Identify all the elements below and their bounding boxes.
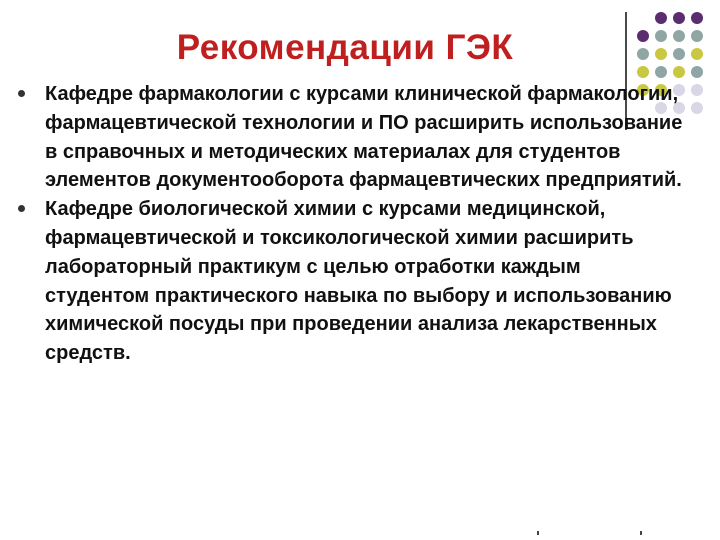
decorative-dot xyxy=(655,48,667,60)
footer-mark xyxy=(537,531,539,535)
decorative-dot xyxy=(637,48,649,60)
decorative-dot xyxy=(655,12,667,24)
decorative-dot xyxy=(673,48,685,60)
decorative-dot xyxy=(691,30,703,42)
bullet-text: Кафедре биологической химии с курсами медицинской, фармацевтической и токсикологической химии расширить лабораторный практикум с целью отработки каждым студентом практического навыка по выбору и использованию химической посуды при проведении анализа лекарственных средств. xyxy=(45,198,672,365)
decorative-dot xyxy=(655,30,667,42)
bullet-list xyxy=(18,80,698,368)
decorative-dot xyxy=(673,12,685,24)
decorative-dot xyxy=(637,66,649,78)
decorative-dot xyxy=(673,30,685,42)
footer-mark xyxy=(640,531,642,535)
decorative-dot xyxy=(691,12,703,24)
bullet-item xyxy=(18,80,698,195)
bullet-text: Кафедре фармакологии с курсами клинической фармакологии, фармацевтической технологии и ПО расширить использование в справочных и методических материалах для студентов элементов документооборота фармацевтических предприятий. xyxy=(45,83,683,192)
decorative-dot xyxy=(655,66,667,78)
bullet-dot-icon xyxy=(18,205,25,212)
decorative-dot xyxy=(637,30,649,42)
bullet-item xyxy=(18,195,698,368)
decorative-dot xyxy=(691,48,703,60)
bullet-dot-icon xyxy=(18,90,25,97)
decorative-dot xyxy=(673,66,685,78)
slide-title: Рекомендации ГЭК xyxy=(176,28,514,67)
decorative-dot xyxy=(691,66,703,78)
